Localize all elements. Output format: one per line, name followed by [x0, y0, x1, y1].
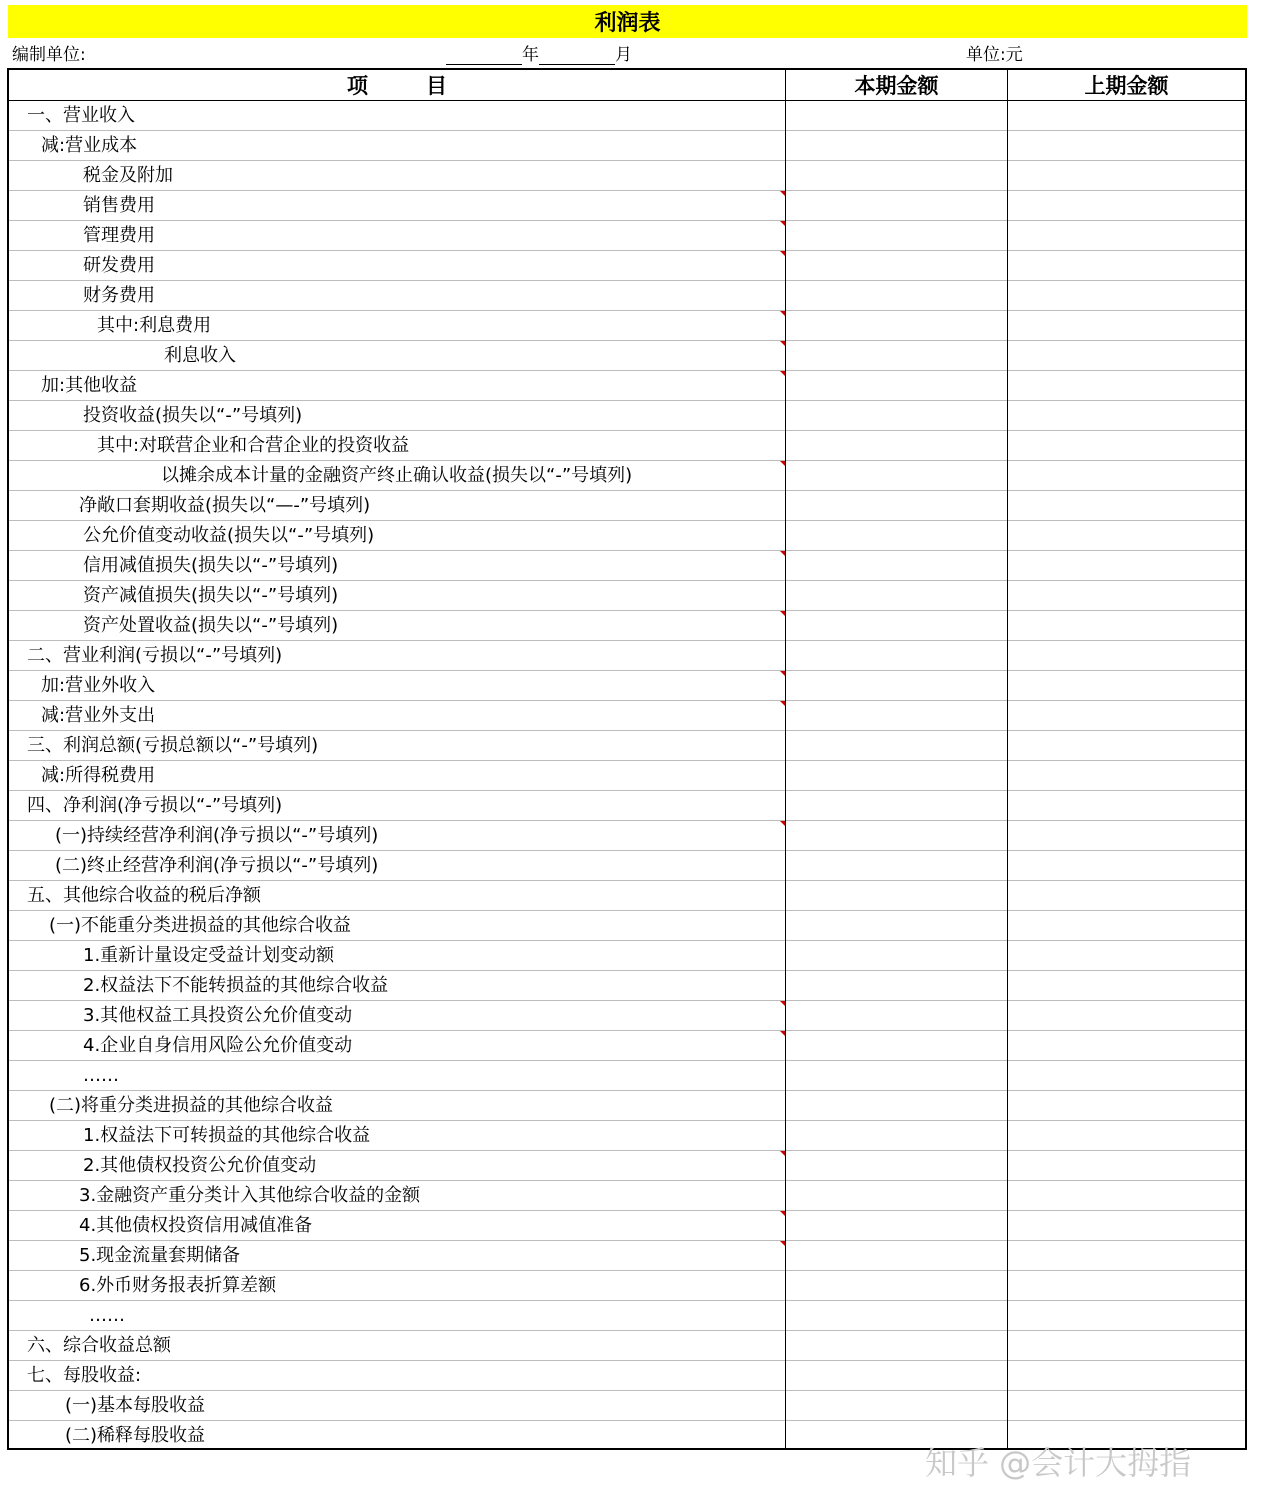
row-label: 投资收益(损失以“-”号填列) — [83, 405, 303, 426]
report-date — [446, 40, 632, 65]
current-period-cell[interactable] — [786, 581, 1007, 610]
table-row — [9, 971, 1245, 1001]
previous-period-cell[interactable] — [1008, 671, 1245, 700]
current-period-cell[interactable] — [786, 971, 1007, 1000]
previous-period-cell[interactable] — [1008, 701, 1245, 730]
table-row — [9, 1331, 1245, 1361]
row-label: 减:所得税费用 — [41, 765, 156, 786]
table-row — [9, 371, 1245, 401]
year-blank[interactable] — [446, 46, 522, 65]
current-period-cell[interactable] — [786, 611, 1007, 640]
row-label: 加:营业外收入 — [41, 675, 156, 696]
current-period-cell[interactable] — [786, 1331, 1007, 1360]
previous-period-cell[interactable] — [1008, 851, 1245, 880]
current-period-cell[interactable] — [786, 911, 1007, 940]
currency-unit: 单位:元 — [966, 45, 1023, 65]
current-period-cell[interactable] — [786, 761, 1007, 790]
table-row — [9, 191, 1245, 221]
row-label: 2.权益法下不能转损益的其他综合收益 — [83, 975, 389, 996]
previous-period-cell[interactable] — [1008, 1391, 1245, 1420]
current-period-cell[interactable] — [786, 1361, 1007, 1390]
row-label: (二)将重分类进损益的其他综合收益 — [49, 1095, 334, 1116]
current-period-cell[interactable] — [786, 1181, 1007, 1210]
header-current-period: 本期金额 — [854, 74, 939, 98]
previous-period-cell[interactable] — [1008, 731, 1245, 760]
table-row — [9, 251, 1245, 281]
previous-period-cell[interactable] — [1008, 941, 1245, 970]
table-row — [9, 1151, 1245, 1181]
row-label: 二、营业利润(亏损以“-”号填列) — [27, 645, 283, 666]
current-period-cell[interactable] — [786, 431, 1007, 460]
row-label: 加:其他收益 — [41, 375, 138, 396]
current-period-cell[interactable] — [786, 731, 1007, 760]
current-period-cell[interactable] — [786, 461, 1007, 490]
previous-period-cell[interactable] — [1008, 971, 1245, 1000]
previous-period-cell[interactable] — [1008, 131, 1245, 160]
row-label: 销售费用 — [83, 195, 155, 216]
current-period-cell[interactable] — [786, 671, 1007, 700]
previous-period-cell[interactable] — [1008, 101, 1245, 130]
row-label: 五、其他综合收益的税后净额 — [27, 885, 261, 906]
table-row — [9, 401, 1245, 431]
current-period-cell[interactable] — [786, 1241, 1007, 1270]
row-label: (一)基本每股收益 — [65, 1395, 206, 1416]
table-row — [9, 1301, 1245, 1331]
income-statement-table — [7, 68, 1247, 1450]
table-row — [9, 101, 1245, 131]
current-period-cell[interactable] — [786, 821, 1007, 850]
previous-period-cell[interactable] — [1008, 1121, 1245, 1150]
table-body — [9, 101, 1245, 1451]
current-period-cell[interactable] — [786, 1061, 1007, 1090]
previous-period-cell[interactable] — [1008, 1211, 1245, 1240]
previous-period-cell[interactable] — [1008, 1361, 1245, 1390]
row-label: (一)不能重分类进损益的其他综合收益 — [49, 915, 352, 936]
table-row — [9, 851, 1245, 881]
column-divider — [785, 70, 786, 1448]
previous-period-cell[interactable] — [1008, 761, 1245, 790]
table-row — [9, 731, 1245, 761]
current-period-cell[interactable] — [786, 101, 1007, 130]
row-label: 研发费用 — [83, 255, 155, 276]
row-label: 资产处置收益(损失以“-”号填列) — [83, 615, 339, 636]
current-period-cell[interactable] — [786, 791, 1007, 820]
report-title: 利润表 — [8, 5, 1247, 38]
current-period-cell[interactable] — [786, 1271, 1007, 1300]
row-label: 4.企业自身信用风险公允价值变动 — [83, 1035, 353, 1056]
previous-period-cell[interactable] — [1008, 401, 1245, 430]
header-previous-period: 上期金额 — [1084, 74, 1169, 98]
previous-period-cell[interactable] — [1008, 251, 1245, 280]
previous-period-cell[interactable] — [1008, 1181, 1245, 1210]
current-period-cell[interactable] — [786, 1091, 1007, 1120]
row-label: 其中:利息费用 — [97, 315, 212, 336]
row-label: 四、净利润(净亏损以“-”号填列) — [27, 795, 283, 816]
previous-period-cell[interactable] — [1008, 911, 1245, 940]
current-period-cell[interactable] — [786, 311, 1007, 340]
previous-period-cell[interactable] — [1008, 791, 1245, 820]
month-label: 月 — [615, 45, 632, 65]
row-label: 税金及附加 — [83, 165, 173, 186]
row-label: 六、综合收益总额 — [27, 1335, 171, 1356]
current-period-cell[interactable] — [786, 491, 1007, 520]
table-row — [9, 461, 1245, 491]
previous-period-cell[interactable] — [1008, 221, 1245, 250]
previous-period-cell[interactable] — [1008, 581, 1245, 610]
previous-period-cell[interactable] — [1008, 881, 1245, 910]
current-period-cell[interactable] — [786, 131, 1007, 160]
current-period-cell[interactable] — [786, 1391, 1007, 1420]
row-label: 财务费用 — [83, 285, 155, 306]
previous-period-cell[interactable] — [1008, 1271, 1245, 1300]
previous-period-cell[interactable] — [1008, 521, 1245, 550]
row-label: …… — [89, 1305, 125, 1326]
column-divider — [1007, 70, 1008, 1448]
table-row — [9, 491, 1245, 521]
table-row — [9, 1031, 1245, 1061]
previous-period-cell[interactable] — [1008, 1241, 1245, 1270]
previous-period-cell[interactable] — [1008, 191, 1245, 220]
previous-period-cell[interactable] — [1008, 281, 1245, 310]
row-label: 三、利润总额(亏损总额以“-”号填列) — [27, 735, 319, 756]
current-period-cell[interactable] — [786, 341, 1007, 370]
previous-period-cell[interactable] — [1008, 161, 1245, 190]
table-row — [9, 881, 1245, 911]
previous-period-cell[interactable] — [1008, 1331, 1245, 1360]
header-item: 项目 — [347, 74, 505, 98]
row-label: (一)持续经营净利润(净亏损以“-”号填列) — [55, 825, 379, 846]
previous-period-cell[interactable] — [1008, 1091, 1245, 1120]
previous-period-cell[interactable] — [1008, 1151, 1245, 1180]
current-period-cell[interactable] — [786, 1151, 1007, 1180]
previous-period-cell[interactable] — [1008, 491, 1245, 520]
previous-period-cell[interactable] — [1008, 311, 1245, 340]
table-row — [9, 791, 1245, 821]
row-label: (二)终止经营净利润(净亏损以“-”号填列) — [55, 855, 379, 876]
row-label: 七、每股收益: — [27, 1365, 142, 1386]
table-row — [9, 311, 1245, 341]
row-label: 3.其他权益工具投资公允价值变动 — [83, 1005, 353, 1026]
row-label: 利息收入 — [164, 345, 236, 366]
table-row — [9, 671, 1245, 701]
previous-period-cell[interactable] — [1008, 1031, 1245, 1060]
table-row — [9, 701, 1245, 731]
previous-period-cell[interactable] — [1008, 461, 1245, 490]
table-row — [9, 1361, 1245, 1391]
table-row — [9, 551, 1245, 581]
month-blank[interactable] — [539, 46, 615, 65]
row-label: 1.重新计量设定受益计划变动额 — [83, 945, 335, 966]
table-row — [9, 521, 1245, 551]
row-label: …… — [83, 1065, 119, 1086]
row-label: 净敞口套期收益(损失以“—-”号填列) — [79, 495, 371, 516]
row-label: 6.外币财务报表折算差额 — [79, 1275, 277, 1296]
current-period-cell[interactable] — [786, 1001, 1007, 1030]
row-label: 以摊余成本计量的金融资产终止确认收益(损失以“-”号填列) — [161, 465, 633, 486]
table-row — [9, 941, 1245, 971]
year-label: 年 — [522, 45, 539, 65]
previous-period-cell[interactable] — [1008, 1061, 1245, 1090]
previous-period-cell[interactable] — [1008, 611, 1245, 640]
table-row — [9, 1391, 1245, 1421]
current-period-cell[interactable] — [786, 521, 1007, 550]
current-period-cell[interactable] — [786, 641, 1007, 670]
row-label: 4.其他债权投资信用减值准备 — [79, 1215, 313, 1236]
table-row — [9, 611, 1245, 641]
row-label: (二)稀释每股收益 — [65, 1425, 206, 1446]
row-label: 信用减值损失(损失以“-”号填列) — [83, 555, 339, 576]
row-label: 减:营业成本 — [41, 135, 138, 156]
current-period-cell[interactable] — [786, 1301, 1007, 1330]
current-period-cell[interactable] — [786, 191, 1007, 220]
table-header — [9, 70, 1245, 101]
row-label: 管理费用 — [83, 225, 155, 246]
previous-period-cell[interactable] — [1008, 431, 1245, 460]
current-period-cell[interactable] — [786, 551, 1007, 580]
previous-period-cell[interactable] — [1008, 641, 1245, 670]
row-label: 1.权益法下可转损益的其他综合收益 — [83, 1125, 371, 1146]
table-row — [9, 641, 1245, 671]
current-period-cell[interactable] — [786, 881, 1007, 910]
table-row — [9, 281, 1245, 311]
row-label: 其中:对联营企业和合营企业的投资收益 — [97, 435, 410, 456]
row-label: 公允价值变动收益(损失以“-”号填列) — [83, 525, 375, 546]
table-row — [9, 131, 1245, 161]
row-label: 减:营业外支出 — [41, 705, 156, 726]
previous-period-cell[interactable] — [1008, 371, 1245, 400]
table-row — [9, 1181, 1245, 1211]
current-period-cell[interactable] — [786, 281, 1007, 310]
table-row — [9, 581, 1245, 611]
table-row — [9, 431, 1245, 461]
current-period-cell[interactable] — [786, 401, 1007, 430]
table-row — [9, 1211, 1245, 1241]
row-label: 资产减值损失(损失以“-”号填列) — [83, 585, 339, 606]
table-row — [9, 911, 1245, 941]
current-period-cell[interactable] — [786, 161, 1007, 190]
table-row — [9, 1001, 1245, 1031]
table-row — [9, 1241, 1245, 1271]
current-period-cell[interactable] — [786, 1031, 1007, 1060]
current-period-cell[interactable] — [786, 941, 1007, 970]
current-period-cell[interactable] — [786, 1121, 1007, 1150]
previous-period-cell[interactable] — [1008, 1001, 1245, 1030]
table-row — [9, 1121, 1245, 1151]
preparer-label: 编制单位: — [12, 45, 86, 65]
table-row — [9, 761, 1245, 791]
table-row — [9, 341, 1245, 371]
table-row — [9, 161, 1245, 191]
row-label: 2.其他债权投资公允价值变动 — [83, 1155, 317, 1176]
previous-period-cell[interactable] — [1008, 341, 1245, 370]
table-row — [9, 1091, 1245, 1121]
previous-period-cell[interactable] — [1008, 551, 1245, 580]
current-period-cell[interactable] — [786, 851, 1007, 880]
current-period-cell[interactable] — [786, 701, 1007, 730]
previous-period-cell[interactable] — [1008, 1301, 1245, 1330]
table-row — [9, 821, 1245, 851]
current-period-cell[interactable] — [786, 371, 1007, 400]
current-period-cell[interactable] — [786, 251, 1007, 280]
row-label: 一、营业收入 — [27, 105, 135, 126]
table-row — [9, 1271, 1245, 1301]
row-label: 3.金融资产重分类计入其他综合收益的金额 — [79, 1185, 421, 1206]
row-label: 5.现金流量套期储备 — [79, 1245, 241, 1266]
current-period-cell[interactable] — [786, 221, 1007, 250]
table-row — [9, 1061, 1245, 1091]
watermark: 知乎 @会计大拇指 — [925, 1444, 1192, 1482]
table-row — [9, 221, 1245, 251]
current-period-cell[interactable] — [786, 1211, 1007, 1240]
previous-period-cell[interactable] — [1008, 821, 1245, 850]
